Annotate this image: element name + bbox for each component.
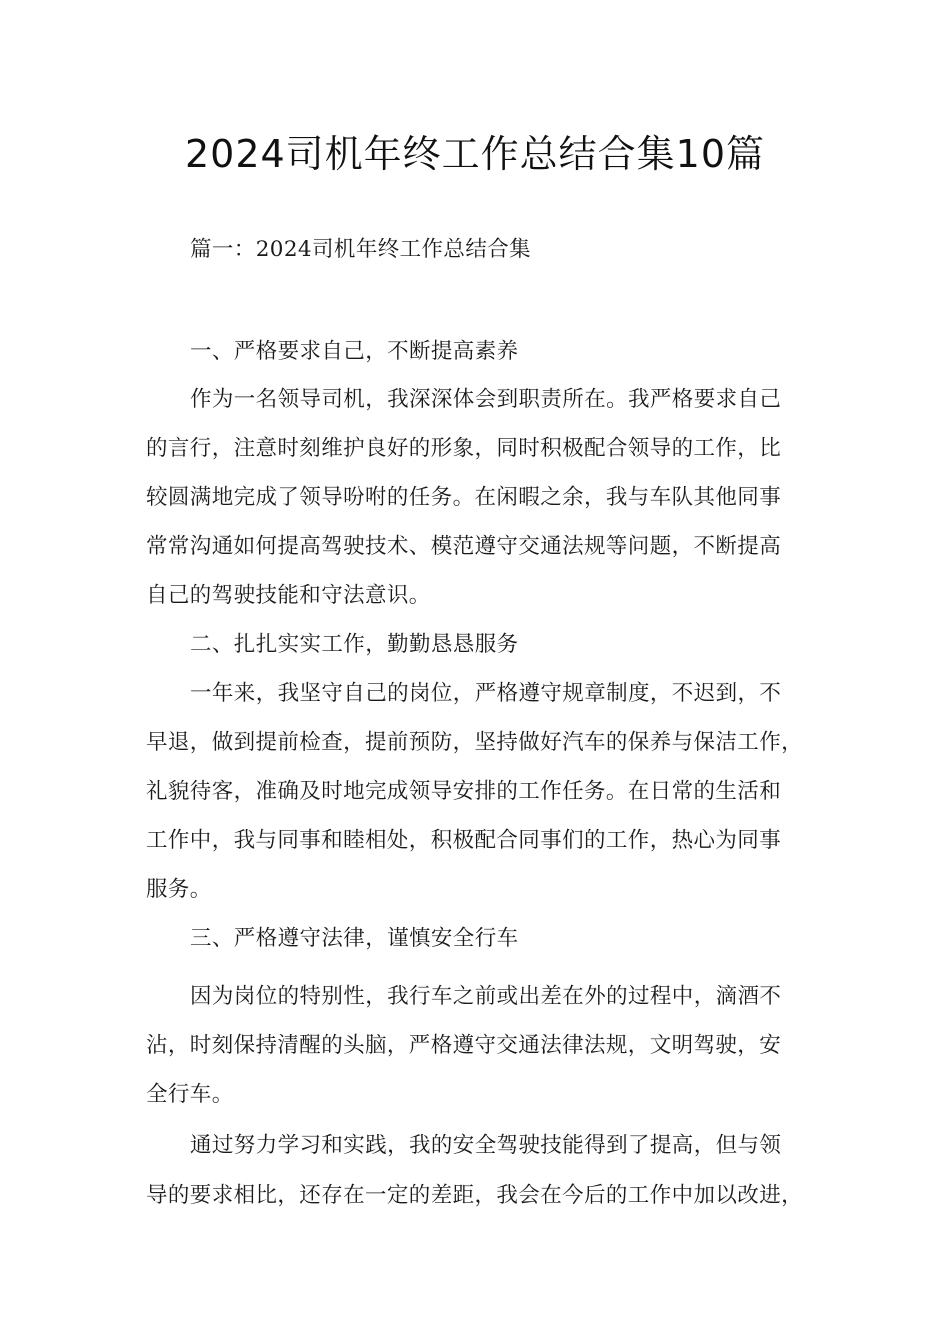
- paragraph-line: 常常沟通如何提高驾驶技术、模范遵守交通法规等问题，不断提高: [146, 534, 782, 559]
- paragraph-line: 礼貌待客，准确及时地完成领导安排的工作任务。在日常的生活和: [146, 779, 782, 804]
- paragraph-line: 通过努力学习和实践，我的安全驾驶技能得到了提高，但与领: [190, 1133, 782, 1158]
- section-heading: 篇一：2024司机年终工作总结合集: [190, 237, 532, 262]
- paragraph-heading: 三、严格遵守法律，谨慎安全行车: [190, 926, 519, 951]
- paragraph-line: 因为岗位的特别性，我行车之前或出差在外的过程中，滴酒不: [190, 984, 782, 1009]
- paragraph-line: 服务。: [146, 877, 212, 902]
- paragraph-line: 自己的驾驶技能和守法意识。: [146, 583, 431, 608]
- paragraph-heading: 二、扎扎实实工作，勤勤恳恳服务: [190, 632, 519, 657]
- paragraph-line: 沾，时刻保持清醒的头脑，严格遵守交通法律法规，文明驾驶，安: [146, 1033, 782, 1058]
- paragraph-line: 工作中，我与同事和睦相处，积极配合同事们的工作，热心为同事: [146, 828, 782, 853]
- paragraph-line: 全行车。: [146, 1082, 234, 1107]
- paragraph-line: 作为一名领导司机，我深深体会到职责所在。我严格要求自己: [190, 387, 782, 412]
- paragraph-line: 导的要求相比，还存在一定的差距，我会在今后的工作中加以改进，: [146, 1183, 804, 1208]
- paragraph-line: 一年来，我坚守自己的岗位，严格遵守规章制度，不迟到，不: [190, 681, 782, 706]
- paragraph-line: 较圆满地完成了领导吩咐的任务。在闲暇之余，我与车队其他同事: [146, 485, 782, 510]
- paragraph-heading: 一、严格要求自己，不断提高素养: [190, 339, 519, 364]
- paragraph-line: 早退，做到提前检查，提前预防，坚持做好汽车的保养与保洁工作，: [146, 730, 804, 755]
- paragraph-line: 的言行，注意时刻维护良好的形象，同时积极配合领导的工作，比: [146, 436, 782, 461]
- document-title: 2024司机年终工作总结合集10篇: [184, 132, 766, 176]
